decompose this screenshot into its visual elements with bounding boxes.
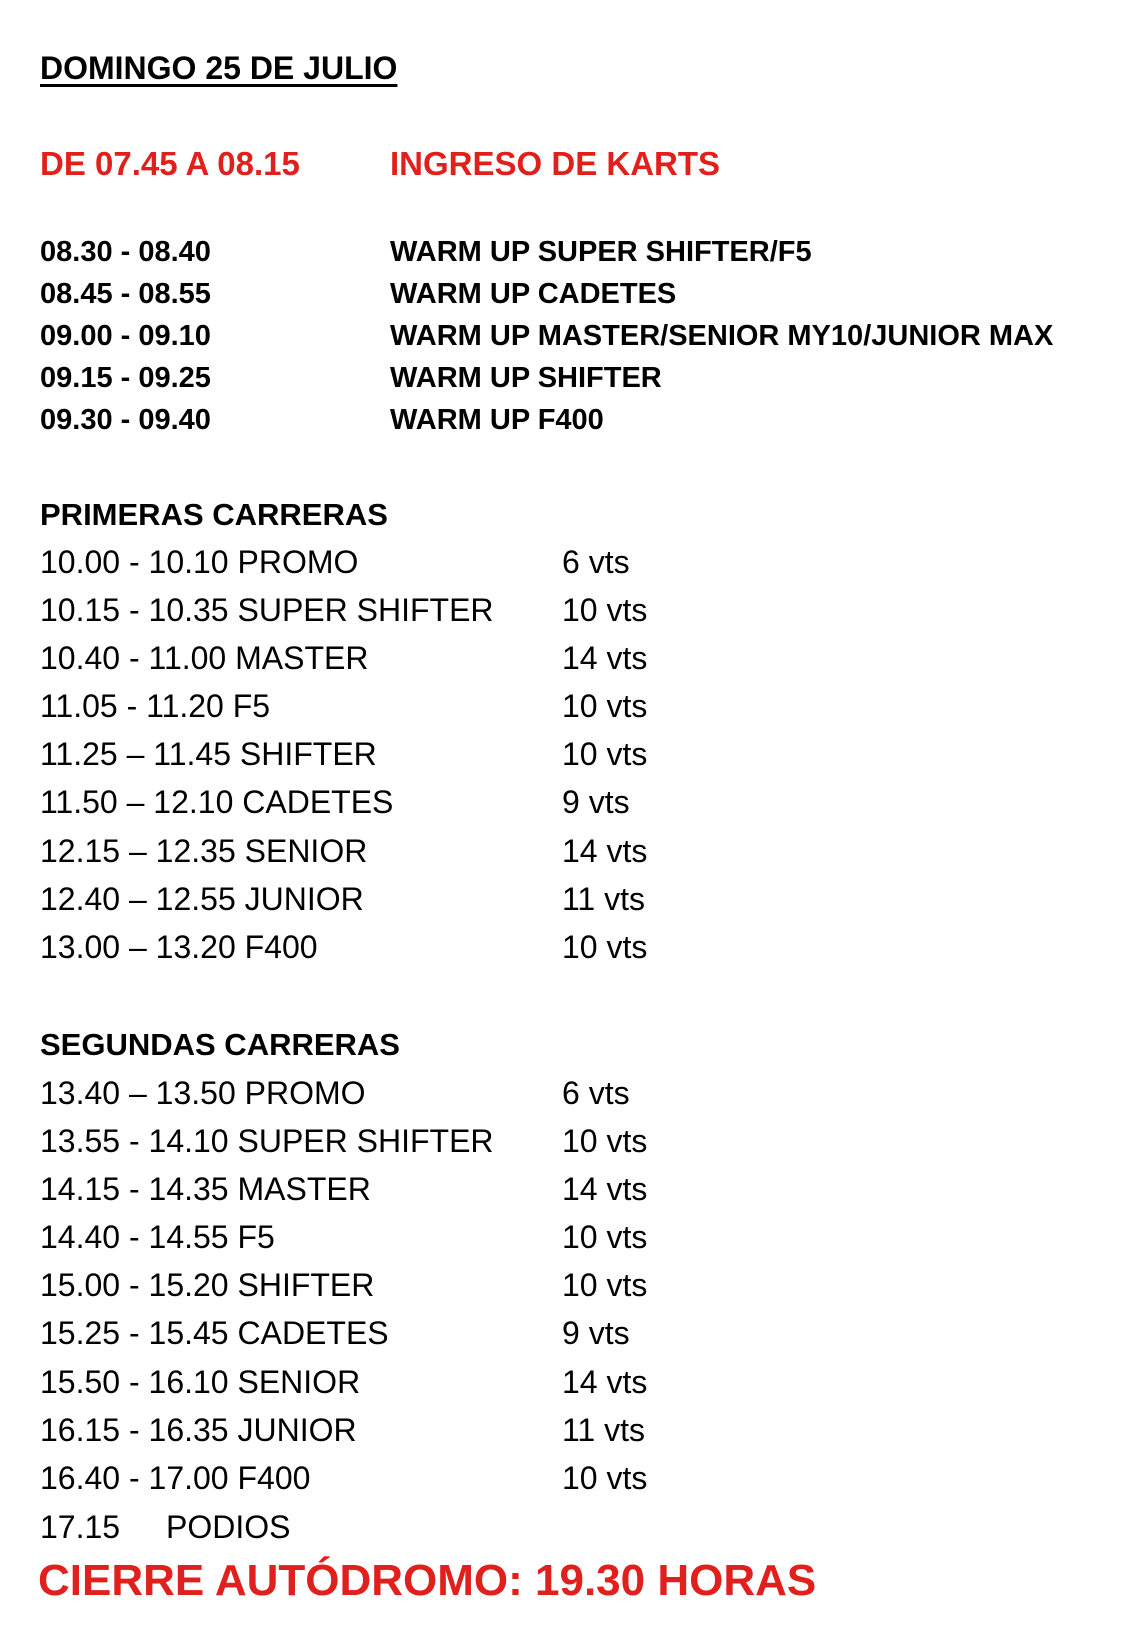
- race-label: 13.40 – 13.50 PROMO: [40, 1075, 366, 1111]
- race-label: 16.15 - 16.35 JUNIOR: [40, 1411, 357, 1448]
- race-row: [40, 784, 940, 832]
- race-row: [40, 1123, 940, 1171]
- warmup-time: 08.45 - 08.55: [40, 278, 211, 310]
- warmup-row: [40, 236, 1130, 278]
- race-laps: 10 vts: [562, 1267, 648, 1304]
- race-row: [40, 1364, 940, 1412]
- warmup-row: [40, 404, 1130, 446]
- race-label: 11.05 - 11.20 F5: [40, 688, 271, 725]
- segundas-list: [40, 1075, 940, 1508]
- race-row: [40, 1075, 940, 1123]
- race-label: 15.25 - 15.45 CADETES: [40, 1315, 389, 1352]
- race-row: [40, 1171, 940, 1219]
- race-label: 11.25 – 11.45 SHIFTER: [40, 736, 377, 773]
- cierre-notice: CIERRE AUTÓDROMO: 19.30 HORAS: [38, 1556, 817, 1605]
- podios-row: [40, 1509, 290, 1546]
- race-laps: 14 vts: [562, 1363, 648, 1400]
- race-laps: 9 vts: [562, 1315, 630, 1352]
- race-label: 13.55 - 14.10 SUPER SHIFTER: [40, 1123, 494, 1160]
- race-label: 14.15 - 14.35 MASTER: [40, 1171, 371, 1208]
- podios-time: 17.15: [40, 1509, 121, 1545]
- race-laps: 10 vts: [562, 928, 648, 965]
- warmup-time: 09.00 - 09.10: [40, 320, 211, 352]
- race-label: 11.50 – 12.10 CADETES: [40, 784, 394, 821]
- podios-label: PODIOS: [166, 1509, 291, 1545]
- page-title: DOMINGO 25 DE JULIO: [40, 50, 398, 86]
- race-row: [40, 1219, 940, 1267]
- race-laps: 10 vts: [562, 688, 648, 725]
- warmup-time: 09.30 - 09.40: [40, 404, 211, 436]
- race-row: [40, 881, 940, 929]
- warmup-label: WARM UP SUPER SHIFTER/F5: [390, 236, 812, 268]
- race-laps: 9 vts: [562, 784, 630, 821]
- race-label: 12.40 – 12.55 JUNIOR: [40, 880, 364, 917]
- race-laps: 11 vts: [562, 1411, 645, 1448]
- segundas-title: SEGUNDAS CARRERAS: [40, 1027, 400, 1062]
- primeras-title: PRIMERAS CARRERAS: [40, 497, 388, 532]
- warmup-label: WARM UP CADETES: [390, 278, 677, 310]
- race-label: 10.15 - 10.35 SUPER SHIFTER: [40, 592, 494, 629]
- warmup-row: [40, 362, 1130, 404]
- race-label: 15.00 - 15.20 SHIFTER: [40, 1267, 375, 1304]
- race-laps: 6 vts: [562, 544, 630, 580]
- race-row: [40, 640, 940, 688]
- race-label: 10.40 - 11.00 MASTER: [40, 640, 369, 677]
- race-laps: 10 vts: [562, 592, 648, 629]
- warmup-row: [40, 278, 1130, 320]
- race-laps: 14 vts: [562, 640, 648, 677]
- warmup-row: [40, 320, 1130, 362]
- race-label: 10.00 - 10.10 PROMO: [40, 544, 359, 580]
- race-row: [40, 1267, 940, 1315]
- warmup-label: WARM UP SHIFTER: [390, 362, 662, 394]
- race-row: [40, 1460, 940, 1508]
- race-laps: 10 vts: [562, 1123, 648, 1160]
- race-label: 16.40 - 17.00 F400: [40, 1459, 311, 1496]
- primeras-list: [40, 544, 940, 977]
- ingreso-label: INGRESO DE KARTS: [390, 145, 721, 182]
- race-laps: 6 vts: [562, 1075, 630, 1111]
- race-laps: 14 vts: [562, 832, 648, 869]
- warmup-label: WARM UP MASTER/SENIOR MY10/JUNIOR MAX: [390, 320, 1054, 352]
- ingreso-time: DE 07.45 A 08.15: [40, 145, 300, 182]
- race-row: [40, 929, 940, 977]
- warmup-label: WARM UP F400: [390, 404, 604, 436]
- warmup-time: 08.30 - 08.40: [40, 236, 211, 268]
- race-row: [40, 544, 940, 592]
- race-label: 14.40 - 14.55 F5: [40, 1219, 275, 1256]
- race-row: [40, 1315, 940, 1363]
- race-row: [40, 736, 940, 784]
- warmup-time: 09.15 - 09.25: [40, 362, 211, 394]
- race-laps: 10 vts: [562, 1219, 648, 1256]
- race-row: [40, 592, 940, 640]
- race-laps: 10 vts: [562, 1459, 648, 1496]
- race-row: [40, 833, 940, 881]
- race-label: 15.50 - 16.10 SENIOR: [40, 1363, 361, 1400]
- race-label: 13.00 – 13.20 F400: [40, 928, 318, 965]
- race-laps: 10 vts: [562, 736, 648, 773]
- race-label: 12.15 – 12.35 SENIOR: [40, 832, 368, 869]
- warmup-list: [40, 236, 1130, 446]
- race-laps: 11 vts: [562, 880, 645, 917]
- race-laps: 14 vts: [562, 1171, 648, 1208]
- race-row: [40, 688, 940, 736]
- race-row: [40, 1412, 940, 1460]
